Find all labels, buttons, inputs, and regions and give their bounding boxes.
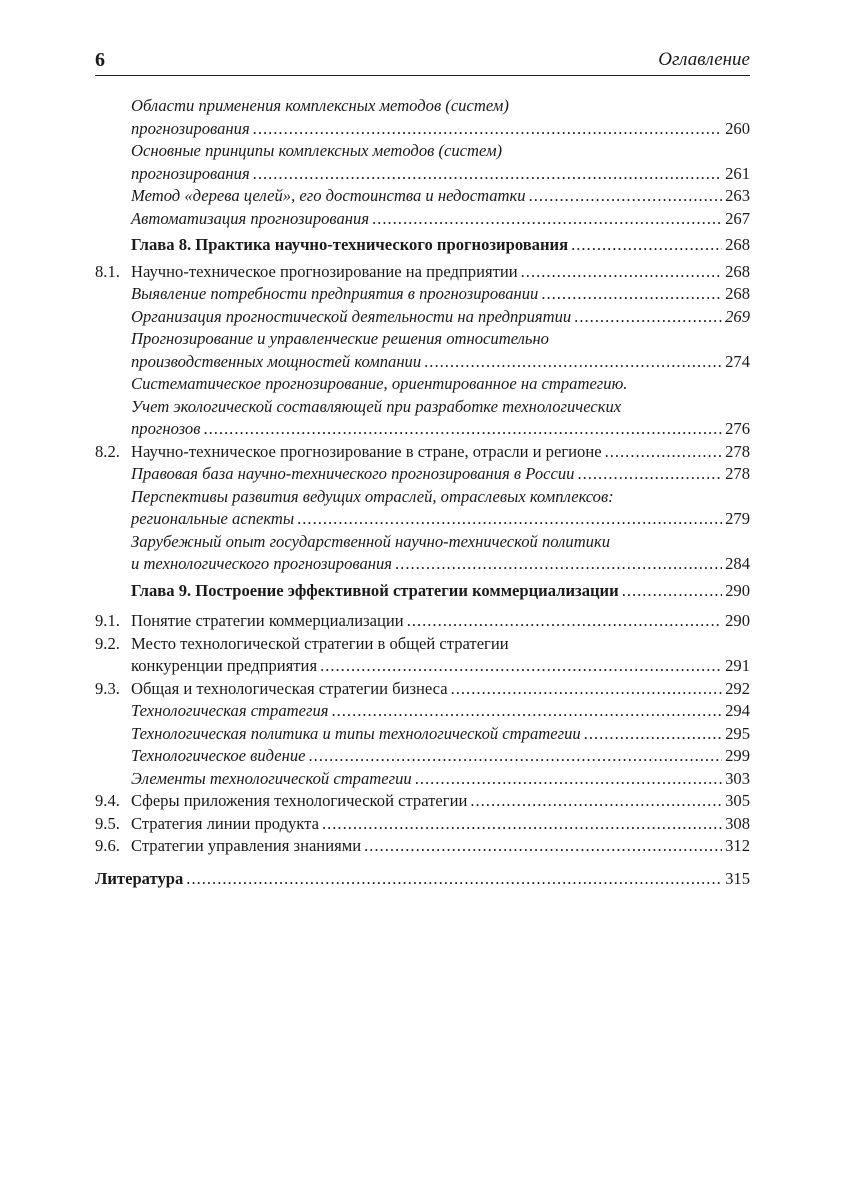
dot-leader xyxy=(203,418,722,441)
toc-entry[interactable] xyxy=(95,486,750,531)
toc-entry-title: Элементы технологической стратегии xyxy=(131,768,412,788)
toc-entry[interactable] xyxy=(95,790,750,813)
toc-entry-page: 291 xyxy=(725,656,750,675)
toc-entry-page: 279 xyxy=(725,509,750,528)
dot-leader xyxy=(320,655,722,678)
toc-entry-page: 268 xyxy=(725,261,750,281)
dot-leader xyxy=(470,790,722,813)
dot-leader xyxy=(622,580,722,603)
toc-entry-title-line: Место технологической стратегии в общей стратегии xyxy=(131,633,509,653)
toc-entry-page: 315 xyxy=(725,868,750,888)
toc-entry-page: 312 xyxy=(725,836,750,855)
toc-entry[interactable] xyxy=(95,745,750,768)
toc-entry-page: 284 xyxy=(725,554,750,573)
dot-leader xyxy=(415,768,722,791)
toc-entry-title: Глава 9. Построение эффективной стратегии коммерциализации xyxy=(131,580,619,600)
toc-entry-title: Технологическая политика и типы технологической стратегии xyxy=(131,723,581,743)
toc-entry-title-line: Зарубежный опыт государственной научно-технической политики xyxy=(131,531,611,551)
toc-entry-title: производственных мощностей компании xyxy=(131,351,422,371)
toc-entry-page: 263 xyxy=(725,186,750,205)
toc-entry-number: 8.1. xyxy=(95,261,120,281)
toc-entry-number: 9.4. xyxy=(95,791,120,810)
toc-entry[interactable] xyxy=(95,700,750,723)
dot-leader xyxy=(521,261,722,284)
toc-entry-title-line: Прогнозирование и управленческие решения относительно xyxy=(131,329,549,348)
toc-entry[interactable] xyxy=(95,234,750,257)
toc-entry-title: Научно-техническое прогнозирование на предприятии xyxy=(131,261,518,281)
toc-entry[interactable] xyxy=(95,185,750,208)
toc-entry[interactable] xyxy=(95,373,750,441)
toc-entry-title: Правовая база научно-технического прогнозирования в России xyxy=(131,464,575,483)
toc-entry-page: 268 xyxy=(725,235,750,254)
toc-entry-title: Технологическое видение xyxy=(131,746,306,765)
toc-entry-page: 305 xyxy=(725,791,750,810)
toc-entry-title: Литература xyxy=(95,868,184,888)
toc-entry-page: 278 xyxy=(725,464,750,483)
toc-entry-title: Технологическая стратегия xyxy=(131,701,329,720)
dot-leader xyxy=(541,283,722,306)
toc-entry-title: Сферы приложения технологической стратегии xyxy=(131,791,468,810)
toc-entry-page: 292 xyxy=(725,678,750,698)
toc-entry-title-line: Учет экологической составляющей при разработке технологических xyxy=(131,396,622,416)
dot-leader xyxy=(424,351,722,374)
page-header xyxy=(95,47,750,76)
toc-entry[interactable] xyxy=(95,868,750,891)
dot-leader xyxy=(253,163,722,186)
toc-entry-page: 290 xyxy=(725,580,750,600)
toc-entry-page: 295 xyxy=(725,723,750,743)
dot-leader xyxy=(577,463,722,486)
toc-entry[interactable] xyxy=(95,328,750,373)
toc-entry-page: 267 xyxy=(725,208,750,228)
toc-entry[interactable] xyxy=(95,580,750,603)
toc-entry[interactable] xyxy=(95,678,750,701)
toc-entry-title: Автоматизация прогнозирования xyxy=(131,208,370,228)
toc-entry-number: 9.2. xyxy=(95,633,120,653)
toc-entry-page: 268 xyxy=(725,284,750,303)
toc-entry-title: Понятие стратегии коммерциализации xyxy=(131,611,404,630)
toc-entry-title-line: Основные принципы комплексных методов (систем) xyxy=(131,141,503,160)
dot-leader xyxy=(331,700,722,723)
toc-entry-page: 308 xyxy=(725,813,750,833)
dot-leader xyxy=(574,306,722,329)
toc-entry-number: 9.3. xyxy=(95,678,120,698)
toc-entry[interactable] xyxy=(95,283,750,306)
toc-entry-title: Метод «дерева целей», его достоинства и недостатки xyxy=(131,186,526,205)
toc-entry-title: прогнозирования xyxy=(131,163,250,183)
toc-entry-number: 9.6. xyxy=(95,836,120,855)
toc-entry-title: прогнозирования xyxy=(131,118,250,138)
toc-entry-page: 260 xyxy=(725,118,750,138)
toc-entry-number: 8.2. xyxy=(95,441,120,461)
toc-entry-title: Глава 8. Практика научно-технического прогнозирования xyxy=(131,235,569,254)
toc-entry[interactable] xyxy=(95,261,750,284)
toc-entry-page: 294 xyxy=(725,701,750,720)
dot-leader xyxy=(322,813,722,836)
toc-entry[interactable] xyxy=(95,140,750,185)
toc-entry-title-line: Перспективы развития ведущих отраслей, отраслевых комплексов: xyxy=(131,486,614,506)
page-number: 6 xyxy=(95,49,105,71)
dot-leader xyxy=(605,441,723,464)
toc-entry-page: 276 xyxy=(725,419,750,438)
toc-entry-title: Научно-техническое прогнозирование в стране, отрасли и регионе xyxy=(131,441,602,461)
toc-entry-title-line: Систематическое прогнозирование, ориентированное на стратегию. xyxy=(131,374,628,393)
dot-leader xyxy=(451,678,723,701)
toc-entry[interactable] xyxy=(95,208,750,231)
toc-entry[interactable] xyxy=(95,633,750,678)
toc-entry[interactable] xyxy=(95,813,750,836)
dot-leader xyxy=(584,723,722,746)
toc-entry-title: Стратегии управления знаниями xyxy=(131,836,362,855)
toc-entry-page: 303 xyxy=(725,768,750,788)
toc-entry-title: Общая и технологическая стратегии бизнеса xyxy=(131,678,448,698)
dot-leader xyxy=(529,185,723,208)
toc-entry[interactable] xyxy=(95,531,750,576)
dot-leader xyxy=(407,610,722,633)
toc-entry-number: 9.5. xyxy=(95,813,120,833)
toc-entry-title: прогнозов xyxy=(131,419,201,438)
dot-leader xyxy=(297,508,722,531)
dot-leader xyxy=(186,868,722,891)
toc-entry-page: 290 xyxy=(725,611,750,630)
toc-entry-title: Стратегия линии продукта xyxy=(131,813,319,833)
toc-entry[interactable] xyxy=(95,835,750,858)
toc-entry[interactable] xyxy=(95,441,750,464)
toc-entry[interactable] xyxy=(95,723,750,746)
running-title: Оглавление xyxy=(658,49,750,70)
table-of-contents xyxy=(95,95,750,890)
dot-leader xyxy=(571,234,722,257)
dot-leader xyxy=(364,835,722,858)
toc-entry-page: 261 xyxy=(725,163,750,183)
toc-entry-title: Выявление потребности предприятия в прогнозировании xyxy=(131,284,539,303)
toc-entry[interactable] xyxy=(95,306,750,329)
toc-entry-page: 299 xyxy=(725,746,750,765)
toc-entry-title: конкуренции предприятия xyxy=(131,656,318,675)
toc-entry-title: Организация прогностической деятельности на предприятии xyxy=(131,306,572,326)
toc-entry[interactable] xyxy=(95,95,750,140)
dot-leader xyxy=(253,118,722,141)
toc-entry-title: и технологического прогнозирования xyxy=(131,554,393,573)
toc-entry-page: 274 xyxy=(725,351,750,371)
dot-leader xyxy=(372,208,722,231)
toc-entry-page: 269 xyxy=(725,306,750,326)
toc-entry[interactable] xyxy=(95,610,750,633)
toc-entry-title: региональные аспекты xyxy=(131,509,295,528)
dot-leader xyxy=(309,745,723,768)
toc-entry-title-line: Области применения комплексных методов (систем) xyxy=(131,96,509,115)
toc-entry[interactable] xyxy=(95,768,750,791)
toc-entry-number: 9.1. xyxy=(95,611,120,630)
toc-entry-page: 278 xyxy=(725,441,750,461)
toc-entry[interactable] xyxy=(95,463,750,486)
dot-leader xyxy=(395,553,722,576)
